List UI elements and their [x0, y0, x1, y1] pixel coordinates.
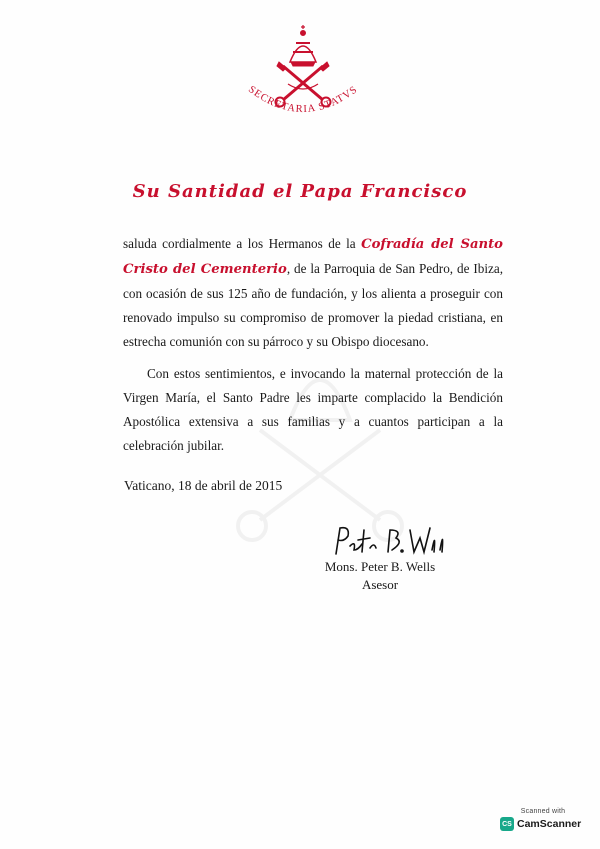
camscanner-logo-icon: CS — [500, 817, 514, 831]
paragraph-blessing — [123, 362, 503, 458]
papal-keys-icon — [228, 22, 378, 132]
confraternity-name: Cofradía del Santo Cristo del Cementerio — [123, 237, 503, 277]
greeting-intro: saluda cordialmente a los Hermanos de la — [123, 236, 362, 251]
paragraph-greeting — [123, 232, 503, 354]
vatican-seal — [228, 22, 378, 132]
camscanner-brand: CamScanner — [517, 818, 582, 830]
signer-block — [300, 558, 460, 594]
scanned-with-label: Scanned with — [520, 808, 566, 815]
camscanner-badge — [500, 808, 586, 838]
letter-title: Su Santidad el Papa Francisco — [132, 181, 468, 202]
signer-name: Mons. Peter B. Wells — [324, 559, 436, 574]
blessing-text: Con estos sentimientos, e invocando la maternal protección de la Virgen María, el Santo Padre les imparte complacido la Bendición Apostólica extensiva a sus familias y a cuantos participan a la celebración jubilar. — [123, 366, 503, 453]
letter-date: Vaticano, 18 de abril de 2015 — [124, 478, 283, 493]
greeting-body: , de la Parroquia de San Pedro, de Ibiza, con ocasión de sus 125 año de fundación, y los alienta a proseguir con renovado impulso su compromiso de promover la piedad cristiana, en estrecha comunión con su párroco y su Obispo diocesano. — [123, 261, 504, 349]
seal-text: SECRETARIA STATVS — [246, 84, 360, 116]
signer-role: Asesor — [361, 577, 399, 592]
